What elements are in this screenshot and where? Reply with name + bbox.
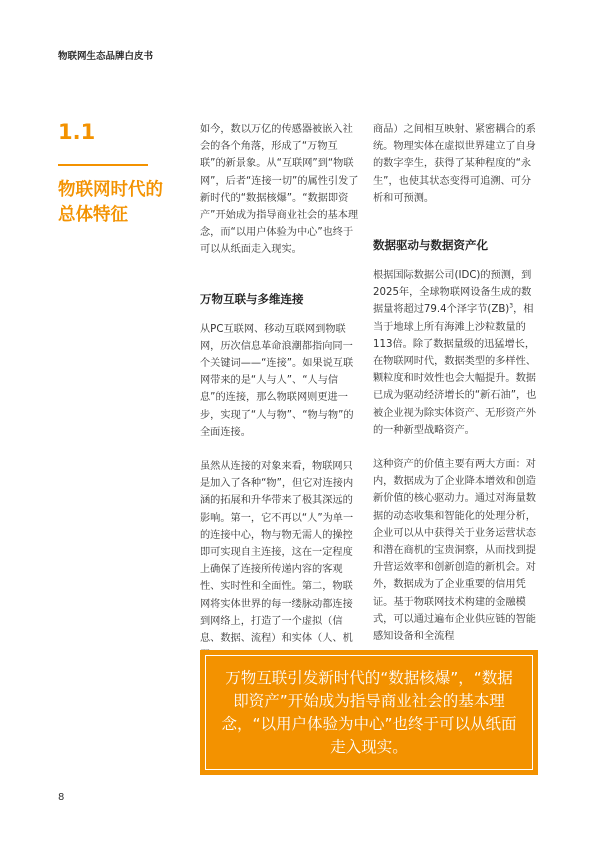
document-header: 物联网生态品牌白皮书	[58, 51, 154, 62]
body-paragraph	[373, 267, 538, 439]
page-number: 8	[58, 792, 65, 803]
section-divider	[58, 164, 148, 166]
subsection-heading: 数据驱动与数据资产化	[373, 238, 488, 253]
section-number: 1.1	[58, 120, 96, 144]
pull-quote-text: 万物互联引发新时代的“数据核爆”，“数据即资产”开始成为指导商业社会的基本理念，“以用户体验为中心”也终于可以从纸面走入现实。	[205, 655, 533, 770]
left-column	[200, 121, 360, 664]
paragraph-text: ，相当于地球上所有海滩上沙粒数量的113倍。除了数据量级的迅猛增长，在物联网时代，数据类型的多样性、颗粒度和时效性也会大幅提升。数据已成为驱动经济增长的“新石油”，也被企业视为除实体资产、无形资产外的一种新型战略资产。	[373, 304, 537, 436]
paragraph-text: 根据国际数据公司(IDC)的预测，到2025年，全球物联网设备生成的数据量将超过79.4个泽字节(ZB)	[373, 270, 532, 316]
body-paragraph: 从PC互联网、移动互联网到物联网，历次信息革命浪潮都指向同一个关键词——“连接”。如果说互联网带来的是“人与人”、“人与信息”的连接，那么物联网则更进一步，实现了“人与物”、“物与物”的全面连接。	[200, 323, 354, 438]
body-paragraph: 这种资产的价值主要有两大方面：对内，数据成为了企业降本增效和创造新价值的核心驱动力。通过对海量数据的动态收集和智能化的处理分析，企业可以从中获得关于业务运营状态和潜在商机的宝贵洞察，从而找到提升营运效率和创新创造的新机会。对外，数据成为了企业重要的信用凭证。基于物联网技术构建的金融模式，可以通过遍布企业供应链的智能感知设备和全流程	[373, 459, 536, 643]
body-paragraph: 商品）之间相互映射、紧密耦合的系统。物理实体在虚拟世界建立了自身的数字孪生，获得了某种程度的“永生”，也使其状态变得可追溯、可分析和可预测。	[373, 124, 536, 204]
intro-paragraph: 如今，数以万亿的传感器被嵌入社会的各个角落，形成了“万物互联”的新景象。从“互联网”到“物联网”，后者“连接一切”的属性引发了新时代的“数据核爆”。“数据即资产”开始成为指导商业社会的基本理念，而“以用户体验为中心”也终于可以从纸面走入现实。	[200, 124, 359, 256]
subsection-heading: 万物互联与多维连接	[200, 291, 304, 306]
body-paragraph: 虽然从连接的对象来看，物联网只是加入了各种“物”，但它对连接内涵的拓展和升华带来了极其深远的影响。第一，它不再以“人”为单一的连接中心，物与物无需人的操控即可实现自主连接，这在一定程度上确保了连接所传递内容的客观性、实时性和全面性。第二，物联网将实体世界的每一缕脉动都连接到网络上，打造了一个虚拟（信息、数据、流程）和实体（人、机	[200, 461, 354, 645]
pull-quote-box	[200, 650, 538, 775]
section-title: 物联网时代的总体特征	[58, 180, 163, 226]
right-column	[373, 121, 538, 645]
footnote-reference: 3	[509, 303, 514, 311]
